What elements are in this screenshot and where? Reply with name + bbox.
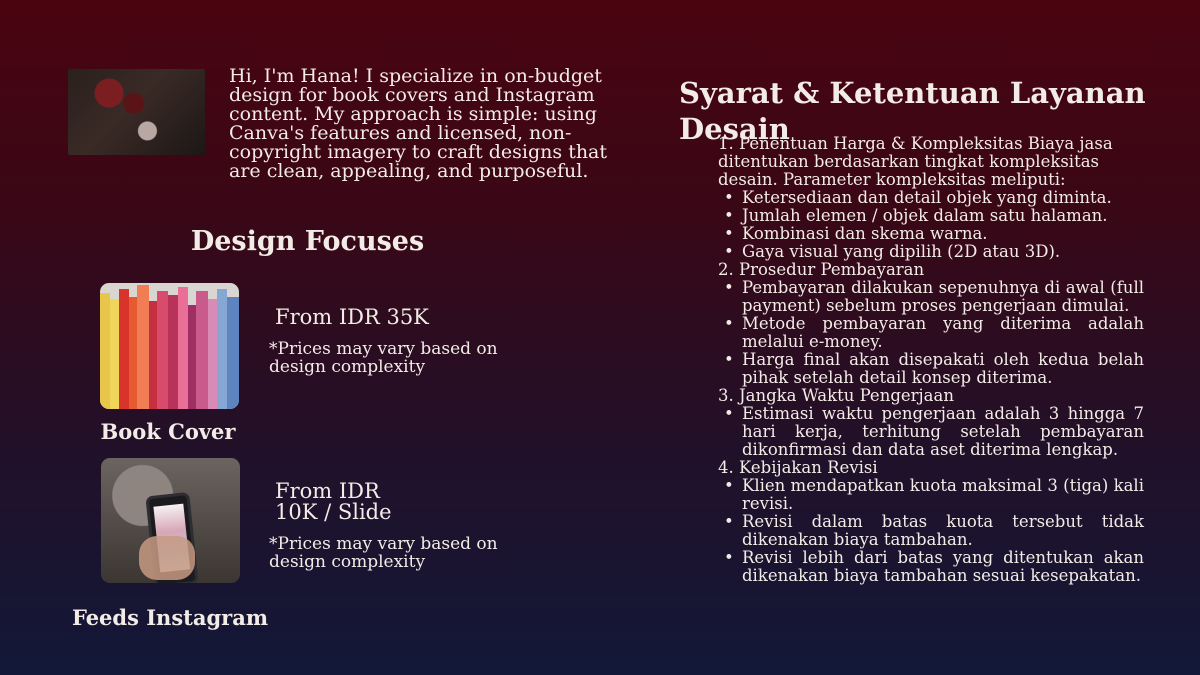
book-cover-label: Book Cover bbox=[100, 419, 236, 444]
terms-section-4 bbox=[718, 459, 1144, 585]
terms-bullet-list bbox=[718, 189, 1144, 261]
terms-bullet: • Ketersediaan dan detail objek yang diminta. bbox=[742, 189, 1144, 207]
instagram-feed-image bbox=[101, 458, 240, 583]
book-cover-price-note: *Prices may vary based on design complexity bbox=[269, 339, 498, 377]
terms-bullet: • Pembayaran dilakukan sepenuhnya di awal (full payment) sebelum proses pengerjaan dimulai. bbox=[742, 279, 1144, 315]
terms-section-heading: 3. Jangka Waktu Pengerjaan bbox=[718, 386, 954, 405]
instagram-price-note: *Prices may vary based on design complexity bbox=[269, 534, 498, 572]
terms-section-heading: 4. Kebijakan Revisi bbox=[718, 458, 878, 477]
terms-section-heading: 1. Penentuan Harga & Kompleksitas Biaya jasa ditentukan berdasarkan tingkat kompleksitas desain. Parameter kompleksitas meliputi: bbox=[718, 134, 1113, 189]
terms-body bbox=[718, 135, 1144, 585]
terms-bullet: • Harga final akan disepakati oleh kedua belah pihak setelah detail konsep diterima. bbox=[742, 351, 1144, 387]
terms-bullet: • Revisi lebih dari batas yang ditentukan akan dikenakan biaya tambahan sesuai kesepakatan. bbox=[742, 549, 1144, 585]
terms-bullet: • Jumlah elemen / objek dalam satu halaman. bbox=[742, 207, 1144, 225]
terms-bullet: • Klien mendapatkan kuota maksimal 3 (tiga) kali revisi. bbox=[742, 477, 1144, 513]
instagram-price-line-2: 10K / Slide bbox=[275, 500, 392, 524]
terms-section-2 bbox=[718, 261, 1144, 387]
terms-bullet: • Revisi dalam batas kuota tersebut tidak dikenakan biaya tambahan. bbox=[742, 513, 1144, 549]
terms-section-3 bbox=[718, 387, 1144, 459]
intro-text: Hi, I'm Hana! I specialize in on-budget design for book covers and Instagram content. My approach is simple: using Canva's features and licensed, non-copyright imagery to craft designs that are clean, appealing, and purposeful. bbox=[229, 65, 608, 182]
terms-title: Syarat & Ketentuan Layanan Desain bbox=[679, 76, 1146, 146]
design-focuses-title: Design Focuses bbox=[190, 226, 425, 257]
profile-photo bbox=[68, 69, 205, 155]
terms-bullet-list bbox=[718, 279, 1144, 387]
terms-bullet: • Metode pembayaran yang diterima adalah melalui e-money. bbox=[742, 315, 1144, 351]
instagram-label: Feeds Instagram bbox=[71, 605, 269, 630]
terms-bullet: • Estimasi waktu pengerjaan adalah 3 hingga 7 hari kerja, terhitung setelah pembayaran dikonfirmasi dan data aset diterima lengkap. bbox=[742, 405, 1144, 459]
terms-section-1 bbox=[718, 135, 1144, 261]
terms-bullet-list bbox=[718, 477, 1144, 585]
book-cover-image bbox=[100, 283, 239, 409]
instagram-price-line-1: From IDR bbox=[275, 479, 380, 503]
terms-bullet-list bbox=[718, 405, 1144, 459]
terms-bullet: • Kombinasi dan skema warna. bbox=[742, 225, 1144, 243]
book-cover-price: From IDR 35K bbox=[275, 305, 429, 329]
terms-section-heading: 2. Prosedur Pembayaran bbox=[718, 260, 925, 279]
terms-bullet: • Gaya visual yang dipilih (2D atau 3D). bbox=[742, 243, 1144, 261]
